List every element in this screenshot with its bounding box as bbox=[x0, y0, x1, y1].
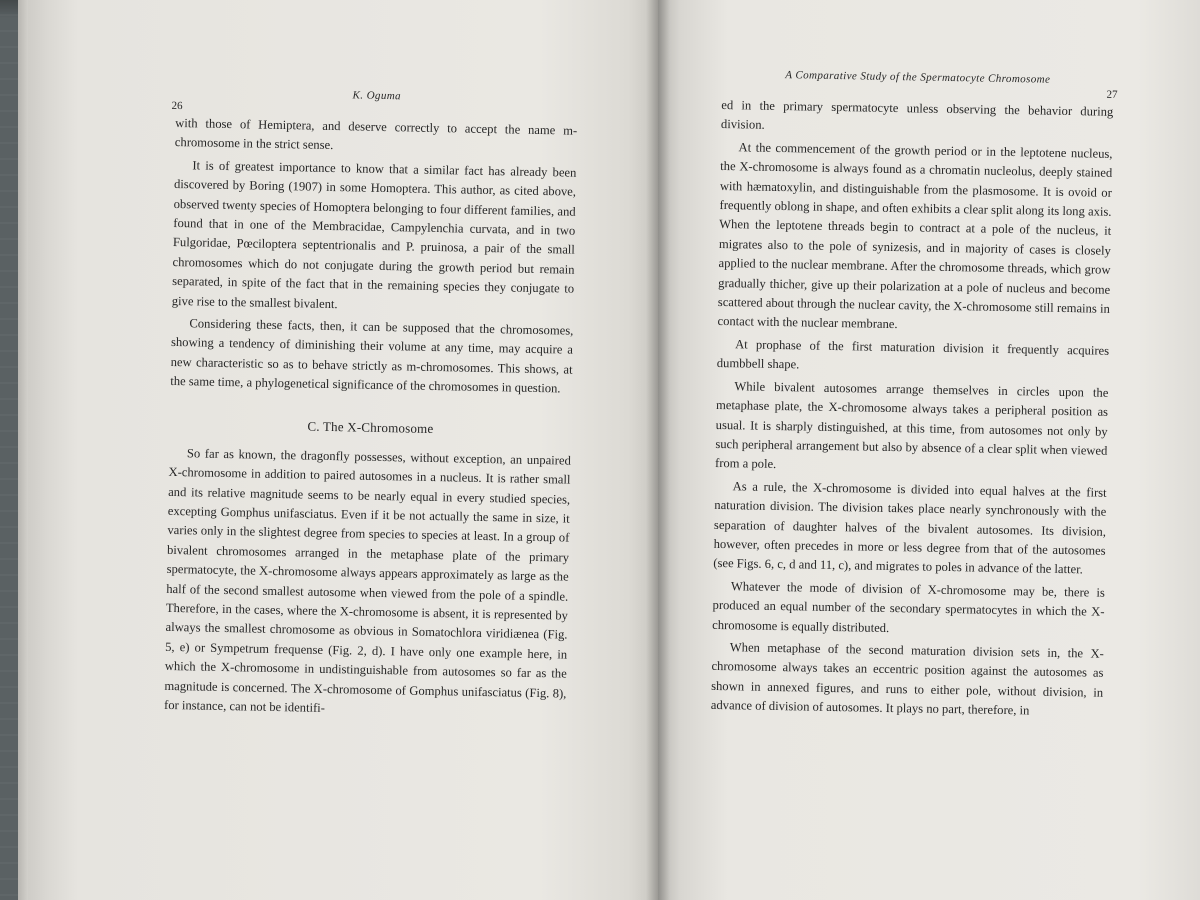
book-gutter bbox=[646, 0, 670, 900]
right-page bbox=[658, 0, 1200, 900]
left-paragraph-3: Considering these facts, then, it can be supposed that the chromosomes, showing a tendency of diminishing their volume at any time, may acquire a new characteristic so as to behave strictly as m-chromosomes. This shows, at the same time, a phylogenetical significance of the chromosomes in question. bbox=[170, 316, 574, 396]
right-paragraph-4: While bivalent autosomes arrange themselves in circles upon the metaphase plate, the X-chromosome always takes a peripheral position as usual. It is sharply distinguished, at this time, from autosomes not only by such peripheral arrangement but also by absence of a clear split when viewed from a pole. bbox=[714, 378, 1109, 472]
right-paragraph-7: When metaphase of the second maturation division sets in, the X-chromosome always takes an eccentric position against the autosomes as shown in annexed figures, and runs to either pole, without division, in advance of division of autosomes. It plays no part, therefore, in bbox=[710, 640, 1104, 718]
left-paragraph-1: with those of Hemiptera, and deserve correctly to accept the name m-chromosome in the strict sense. bbox=[174, 115, 578, 153]
section-heading: C. The X-Chromosome bbox=[307, 418, 434, 436]
left-sheet-edge bbox=[18, 0, 28, 900]
right-paragraph-6: Whatever the mode of division of X-chromosome may be, there is produced an equal number of the secondary spermatocytes in which the X-chromosome is equally distributed. bbox=[712, 578, 1105, 635]
left-page-number: 26 bbox=[171, 99, 183, 113]
left-page bbox=[18, 0, 658, 900]
right-paragraph-2: At the commencement of the growth period or in the leptotene nucleus, the X-chromosome is always found as a chromatin nucleolus, deeply stained with hæmatoxylin, and distinguishable from the plasmosome. It is ovoid or frequently oblong in shape, and often exhibits a clear split along its long axis. When the leptotene threads begin to contract at a pole of the nucleus, it migrates also to the pole of synizesis, and in majority of cases is closely applied to the nuclear membrane. After the chromosome threads, which grow gradually thicher, give up their polarization at a pole of nucleus and become scattered about through the nuclear cavity, the X-chromosome still remains in contact with the nuclear membrane. bbox=[717, 140, 1113, 332]
right-paragraph-3: At prophase of the first maturation division it frequently acquires dumbbell shape. bbox=[716, 337, 1110, 372]
left-paragraph-2: It is of greatest importance to know that a similar fact has already been discovered by Boring (1907) in some Homoptera. This author, as cited above, observed twenty species of Homoptera belonging to four different families, and found that in one of the Membracidae, Campylenchia curvata, and in two Fulgoridae, Pœciloptera septentrionalis and P. pruinosa, a pair of the small chromosomes which do not conjugate during the growth period but remain separated, in spite of the fact that in the remaining species they conjugate to give rise to the smallest bivalent. bbox=[171, 158, 577, 311]
right-page-content bbox=[710, 66, 1118, 722]
left-page-content bbox=[164, 84, 578, 723]
left-section-paragraph-1: So far as known, the dragonfly possesses, without exception, an unpaired X-chromosome in addition to paired autosomes in a nucleus. It is rather small and its relative magnitude seems to be nearly equal in every studied species, excepting Gomphus unifasciatus. Even if it be not actually the same in size, it varies only in the slightest degree from species to species at least. In a group of bivalent chromosomes arranged in the metaphase plate of the primary spermatocyte, the X-chromosome always appears approximately as large as the half of the second smallest autosome when viewed from the pole of a spindle. Therefore, in the cases, where the X-chromosome is absent, it is represented by always the smallest chromosome as obvious in Somatochlora viridiænea (Fig. 5, e) or Sympetrum frequense (Fig. 2, d). I have only one example here, in which the X-chromosome in undistinguishable from autosomes so far as the magnitude is concerned. The X-chromosome of Gomphus unifasciatus (Fig. 8), for instance, can not be identifi- bbox=[163, 445, 571, 715]
right-paragraph-5: As a rule, the X-chromosome is divided into equal halves at the first naturation division. The division takes place nearly synchronously with the separation of daughter halves of the bivalent autosomes. Its division, however, often precedes in more or less degree from that of the autosomes (see Figs. 6, c, d and 11, c), and migrates to poles in advance of the latter. bbox=[713, 478, 1107, 577]
left-text-body bbox=[164, 114, 577, 723]
right-page-number: 27 bbox=[1106, 88, 1118, 101]
right-running-head: A Comparative Study of the Spermatocyte Chromosome bbox=[785, 69, 1051, 86]
right-paragraph-1: ed in the primary spermatocyte unless observing the behavior during division. bbox=[720, 97, 1114, 133]
right-text-body bbox=[711, 96, 1114, 722]
left-running-head: K. Oguma bbox=[352, 89, 402, 103]
